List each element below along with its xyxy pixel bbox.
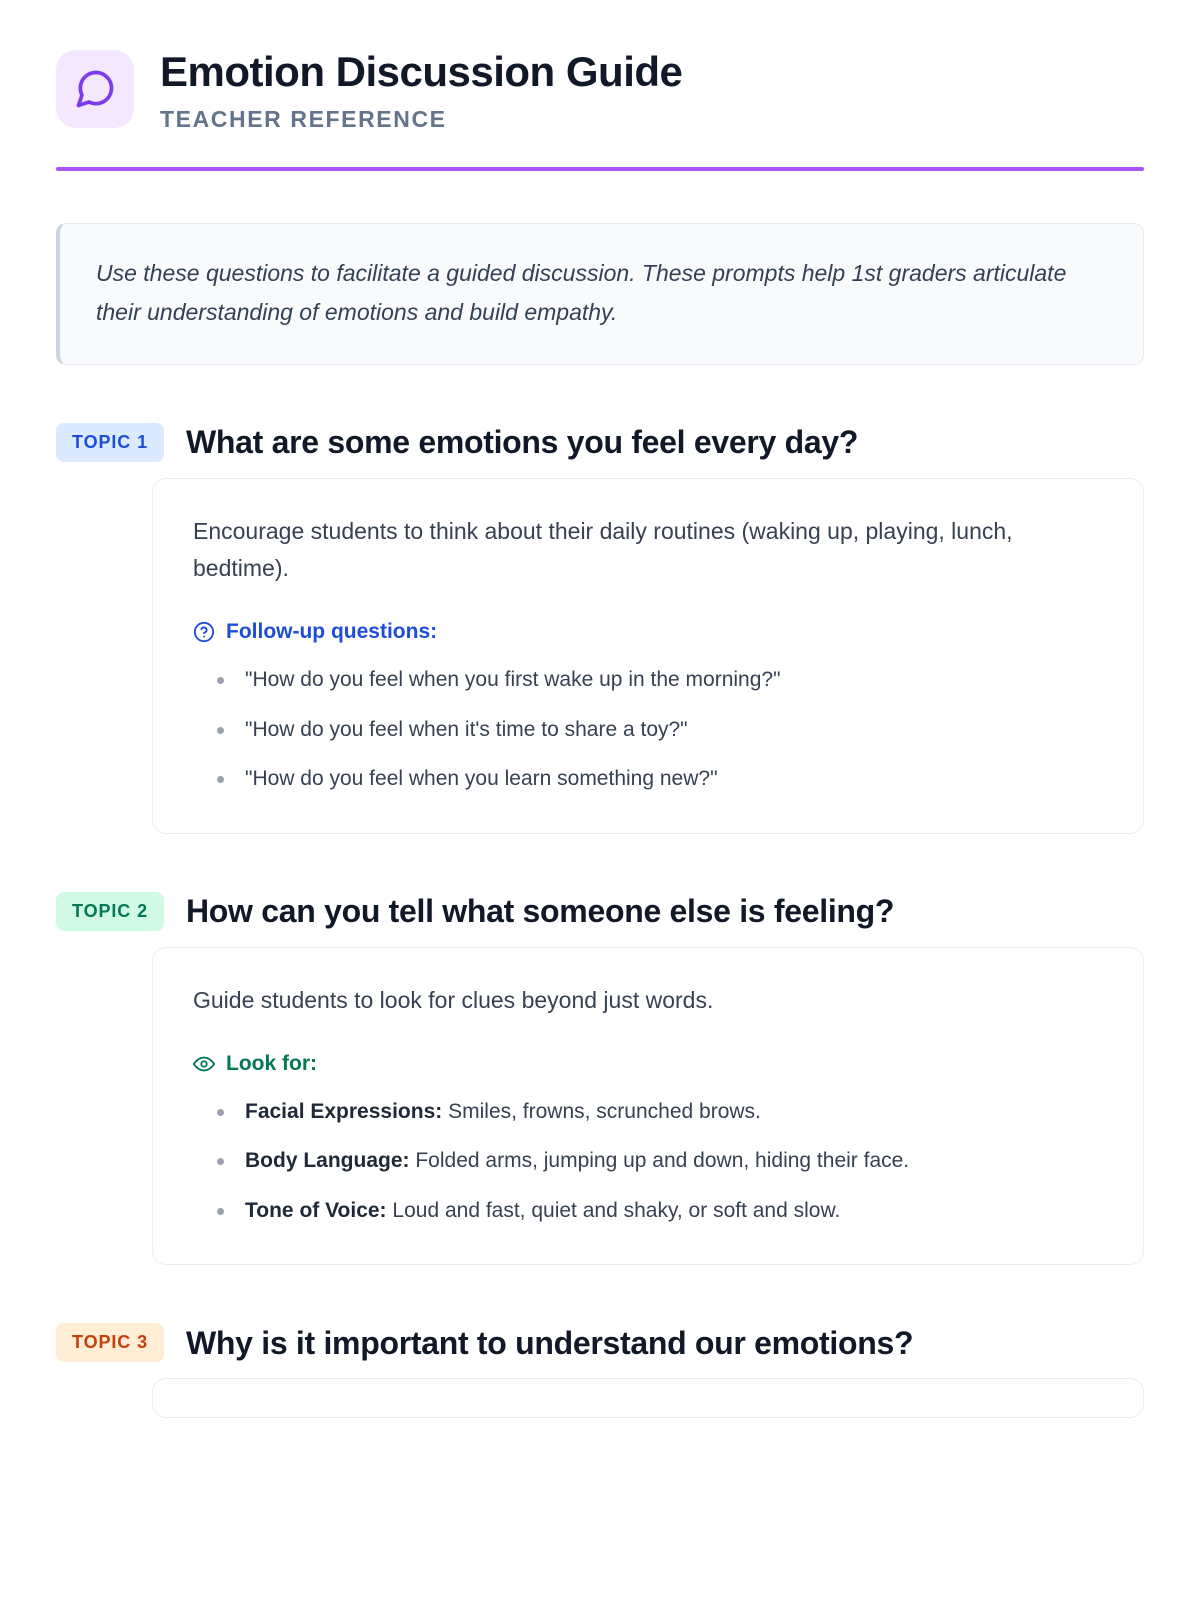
topic-header-3: [56, 1323, 1144, 1362]
topic-card-1: [152, 478, 1144, 834]
lookfor-heading-2: [193, 1052, 1103, 1076]
list-item-text: "How do you feel when it's time to share a toy?": [245, 717, 688, 741]
list-item-text: Folded arms, jumping up and down, hiding their face.: [415, 1149, 910, 1173]
status-badge: TOPIC 1: [56, 423, 164, 462]
list-item-text: Loud and fast, quiet and shaky, or soft and slow.: [392, 1198, 841, 1222]
intro-callout: [56, 223, 1144, 364]
topic-header-1: [56, 423, 1144, 462]
topic-card-3: [152, 1378, 1144, 1418]
lookfor-list-2: [193, 1096, 1103, 1227]
followup-label-1: Follow-up questions:: [226, 620, 438, 644]
status-badge: TOPIC 3: [56, 1323, 164, 1362]
topic-header-2: [56, 892, 1144, 931]
list-item: [193, 664, 1103, 696]
topic-guidance-2: Guide students to look for clues beyond just words.: [193, 986, 714, 1013]
header-divider: [56, 167, 1144, 171]
page-title: Emotion Discussion Guide: [160, 48, 683, 95]
eye-icon: [193, 1053, 215, 1075]
list-item: [193, 1195, 1103, 1227]
page-subtitle: TEACHER REFERENCE: [160, 106, 447, 133]
list-item-lead: Facial Expressions:: [245, 1099, 443, 1123]
status-badge: TOPIC 2: [56, 892, 164, 931]
topic-section-1: [56, 423, 1144, 834]
topic-section-2: [56, 892, 1144, 1265]
topic-card-2: [152, 947, 1144, 1265]
list-item-text: Smiles, frowns, scrunched brows.: [448, 1099, 761, 1123]
list-item-text: "How do you feel when you first wake up in the morning?": [245, 668, 781, 692]
list-item: [193, 1145, 1103, 1177]
topic-question-3: Why is it important to understand our emotions?: [186, 1324, 914, 1361]
title-block: [160, 46, 682, 133]
intro-text: Use these questions to facilitate a guided discussion. These prompts help 1st graders articulate their understanding of emotions and build empathy.: [96, 260, 1067, 325]
list-item: [193, 1096, 1103, 1128]
list-item-lead: Body Language:: [245, 1149, 410, 1173]
topic-guidance-1: Encourage students to think about their daily routines (waking up, playing, lunch, bedtime).: [193, 517, 1013, 582]
followup-list-1: [193, 664, 1103, 795]
list-item-text: "How do you feel when you learn something new?": [245, 767, 718, 791]
lookfor-label-2: Look for:: [226, 1051, 317, 1075]
list-item-lead: Tone of Voice:: [245, 1198, 387, 1222]
question-circle-icon: [193, 621, 215, 643]
list-item: [193, 714, 1103, 746]
speech-bubble-icon: [56, 50, 134, 128]
document-header: [56, 46, 1144, 133]
list-item: [193, 763, 1103, 795]
topic-question-2: How can you tell what someone else is feeling?: [186, 893, 895, 930]
topic-question-1: What are some emotions you feel every day?: [186, 423, 859, 460]
followup-heading-1: [193, 620, 1103, 644]
topic-section-3: [56, 1323, 1144, 1418]
